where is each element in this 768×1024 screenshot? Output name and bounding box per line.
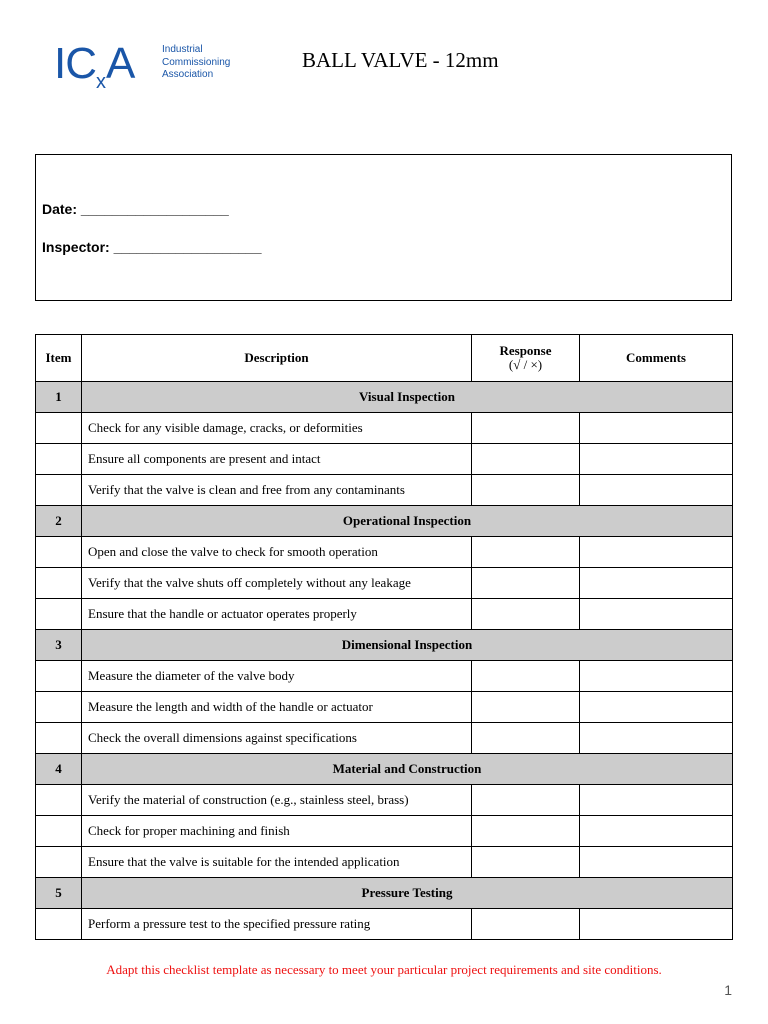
- checklist-table: [35, 334, 733, 940]
- checklist-row: [36, 723, 733, 754]
- comments-cell[interactable]: [580, 413, 733, 444]
- item-cell: [36, 537, 82, 568]
- checklist-item-description: Ensure all components are present and intact: [82, 444, 472, 475]
- comments-cell[interactable]: [580, 568, 733, 599]
- checklist-item-description: Check the overall dimensions against specifications: [82, 723, 472, 754]
- document-title: BALL VALVE - 12mm: [302, 48, 499, 72]
- response-cell[interactable]: [472, 413, 580, 444]
- item-cell: [36, 785, 82, 816]
- table-header-row: [36, 335, 733, 382]
- comments-cell[interactable]: [580, 723, 733, 754]
- checklist-row: [36, 909, 733, 940]
- checklist-item-description: Ensure that the valve is suitable for the intended application: [82, 847, 472, 878]
- response-cell[interactable]: [472, 785, 580, 816]
- response-cell[interactable]: [472, 847, 580, 878]
- section-row: [36, 878, 733, 909]
- checklist-item-description: Verify the material of construction (e.g., stainless steel, brass): [82, 785, 472, 816]
- comments-cell[interactable]: [580, 785, 733, 816]
- inspection-info-box: [35, 154, 732, 301]
- comments-cell[interactable]: [580, 444, 733, 475]
- checklist-item-description: Measure the diameter of the valve body: [82, 661, 472, 692]
- item-cell: [36, 661, 82, 692]
- checklist-row: [36, 475, 733, 506]
- comments-cell[interactable]: [580, 847, 733, 878]
- icxa-logo: [54, 39, 244, 93]
- item-cell: [36, 568, 82, 599]
- item-cell: [36, 475, 82, 506]
- item-cell: [36, 692, 82, 723]
- response-cell[interactable]: [472, 475, 580, 506]
- checklist-row: [36, 568, 733, 599]
- checklist-item-description: Check for any visible damage, cracks, or deformities: [82, 413, 472, 444]
- comments-cell[interactable]: [580, 692, 733, 723]
- checklist-item-description: Perform a pressure test to the specified pressure rating: [82, 909, 472, 940]
- date-field[interactable]: Date: ___________________: [42, 201, 229, 217]
- section-title: Visual Inspection: [82, 382, 733, 413]
- response-cell[interactable]: [472, 692, 580, 723]
- checklist-row: [36, 599, 733, 630]
- checklist-row: [36, 692, 733, 723]
- section-number: 5: [36, 878, 82, 909]
- section-row: [36, 630, 733, 661]
- comments-cell[interactable]: [580, 599, 733, 630]
- comments-cell[interactable]: [580, 661, 733, 692]
- item-cell: [36, 847, 82, 878]
- section-number: 3: [36, 630, 82, 661]
- header-response: Response (√ / ×): [472, 335, 580, 382]
- header-comments: Comments: [580, 335, 733, 382]
- item-cell: [36, 599, 82, 630]
- section-row: [36, 506, 733, 537]
- section-title: Pressure Testing: [82, 878, 733, 909]
- item-cell: [36, 909, 82, 940]
- response-cell[interactable]: [472, 568, 580, 599]
- section-title: Operational Inspection: [82, 506, 733, 537]
- checklist-row: [36, 661, 733, 692]
- checklist-item-description: Open and close the valve to check for smooth operation: [82, 537, 472, 568]
- checklist-item-description: Verify that the valve is clean and free from any contaminants: [82, 475, 472, 506]
- response-cell[interactable]: [472, 909, 580, 940]
- header-item: Item: [36, 335, 82, 382]
- checklist-row: [36, 785, 733, 816]
- item-cell: [36, 444, 82, 475]
- section-row: [36, 382, 733, 413]
- checklist-item-description: Check for proper machining and finish: [82, 816, 472, 847]
- header-description: Description: [82, 335, 472, 382]
- response-cell[interactable]: [472, 444, 580, 475]
- comments-cell[interactable]: [580, 909, 733, 940]
- logo-mark: $IC_xA$: [54, 39, 135, 93]
- response-cell[interactable]: [472, 723, 580, 754]
- checklist-item-description: Verify that the valve shuts off completely without any leakage: [82, 568, 472, 599]
- checklist-row: [36, 537, 733, 568]
- checklist-row: [36, 413, 733, 444]
- response-cell[interactable]: [472, 661, 580, 692]
- response-cell[interactable]: [472, 599, 580, 630]
- checklist-item-description: Ensure that the handle or actuator operates properly: [82, 599, 472, 630]
- checklist-row: [36, 444, 733, 475]
- logo-text: Industrial Commissioning Association: [162, 44, 231, 80]
- item-cell: [36, 723, 82, 754]
- response-cell[interactable]: [472, 816, 580, 847]
- section-number: 1: [36, 382, 82, 413]
- page-number: 1: [724, 982, 732, 998]
- checklist-item-description: Measure the length and width of the handle or actuator: [82, 692, 472, 723]
- section-number: 4: [36, 754, 82, 785]
- comments-cell[interactable]: [580, 816, 733, 847]
- response-cell[interactable]: [472, 537, 580, 568]
- section-number: 2: [36, 506, 82, 537]
- comments-cell[interactable]: [580, 475, 733, 506]
- comments-cell[interactable]: [580, 537, 733, 568]
- inspector-field[interactable]: Inspector: ___________________: [42, 239, 262, 255]
- item-cell: [36, 413, 82, 444]
- item-cell: [36, 816, 82, 847]
- section-row: [36, 754, 733, 785]
- footer-note: Adapt this checklist template as necessary to meet your particular project requirements and site conditions.: [106, 962, 662, 977]
- section-title: Material and Construction: [82, 754, 733, 785]
- checklist-row: [36, 816, 733, 847]
- section-title: Dimensional Inspection: [82, 630, 733, 661]
- checklist-row: [36, 847, 733, 878]
